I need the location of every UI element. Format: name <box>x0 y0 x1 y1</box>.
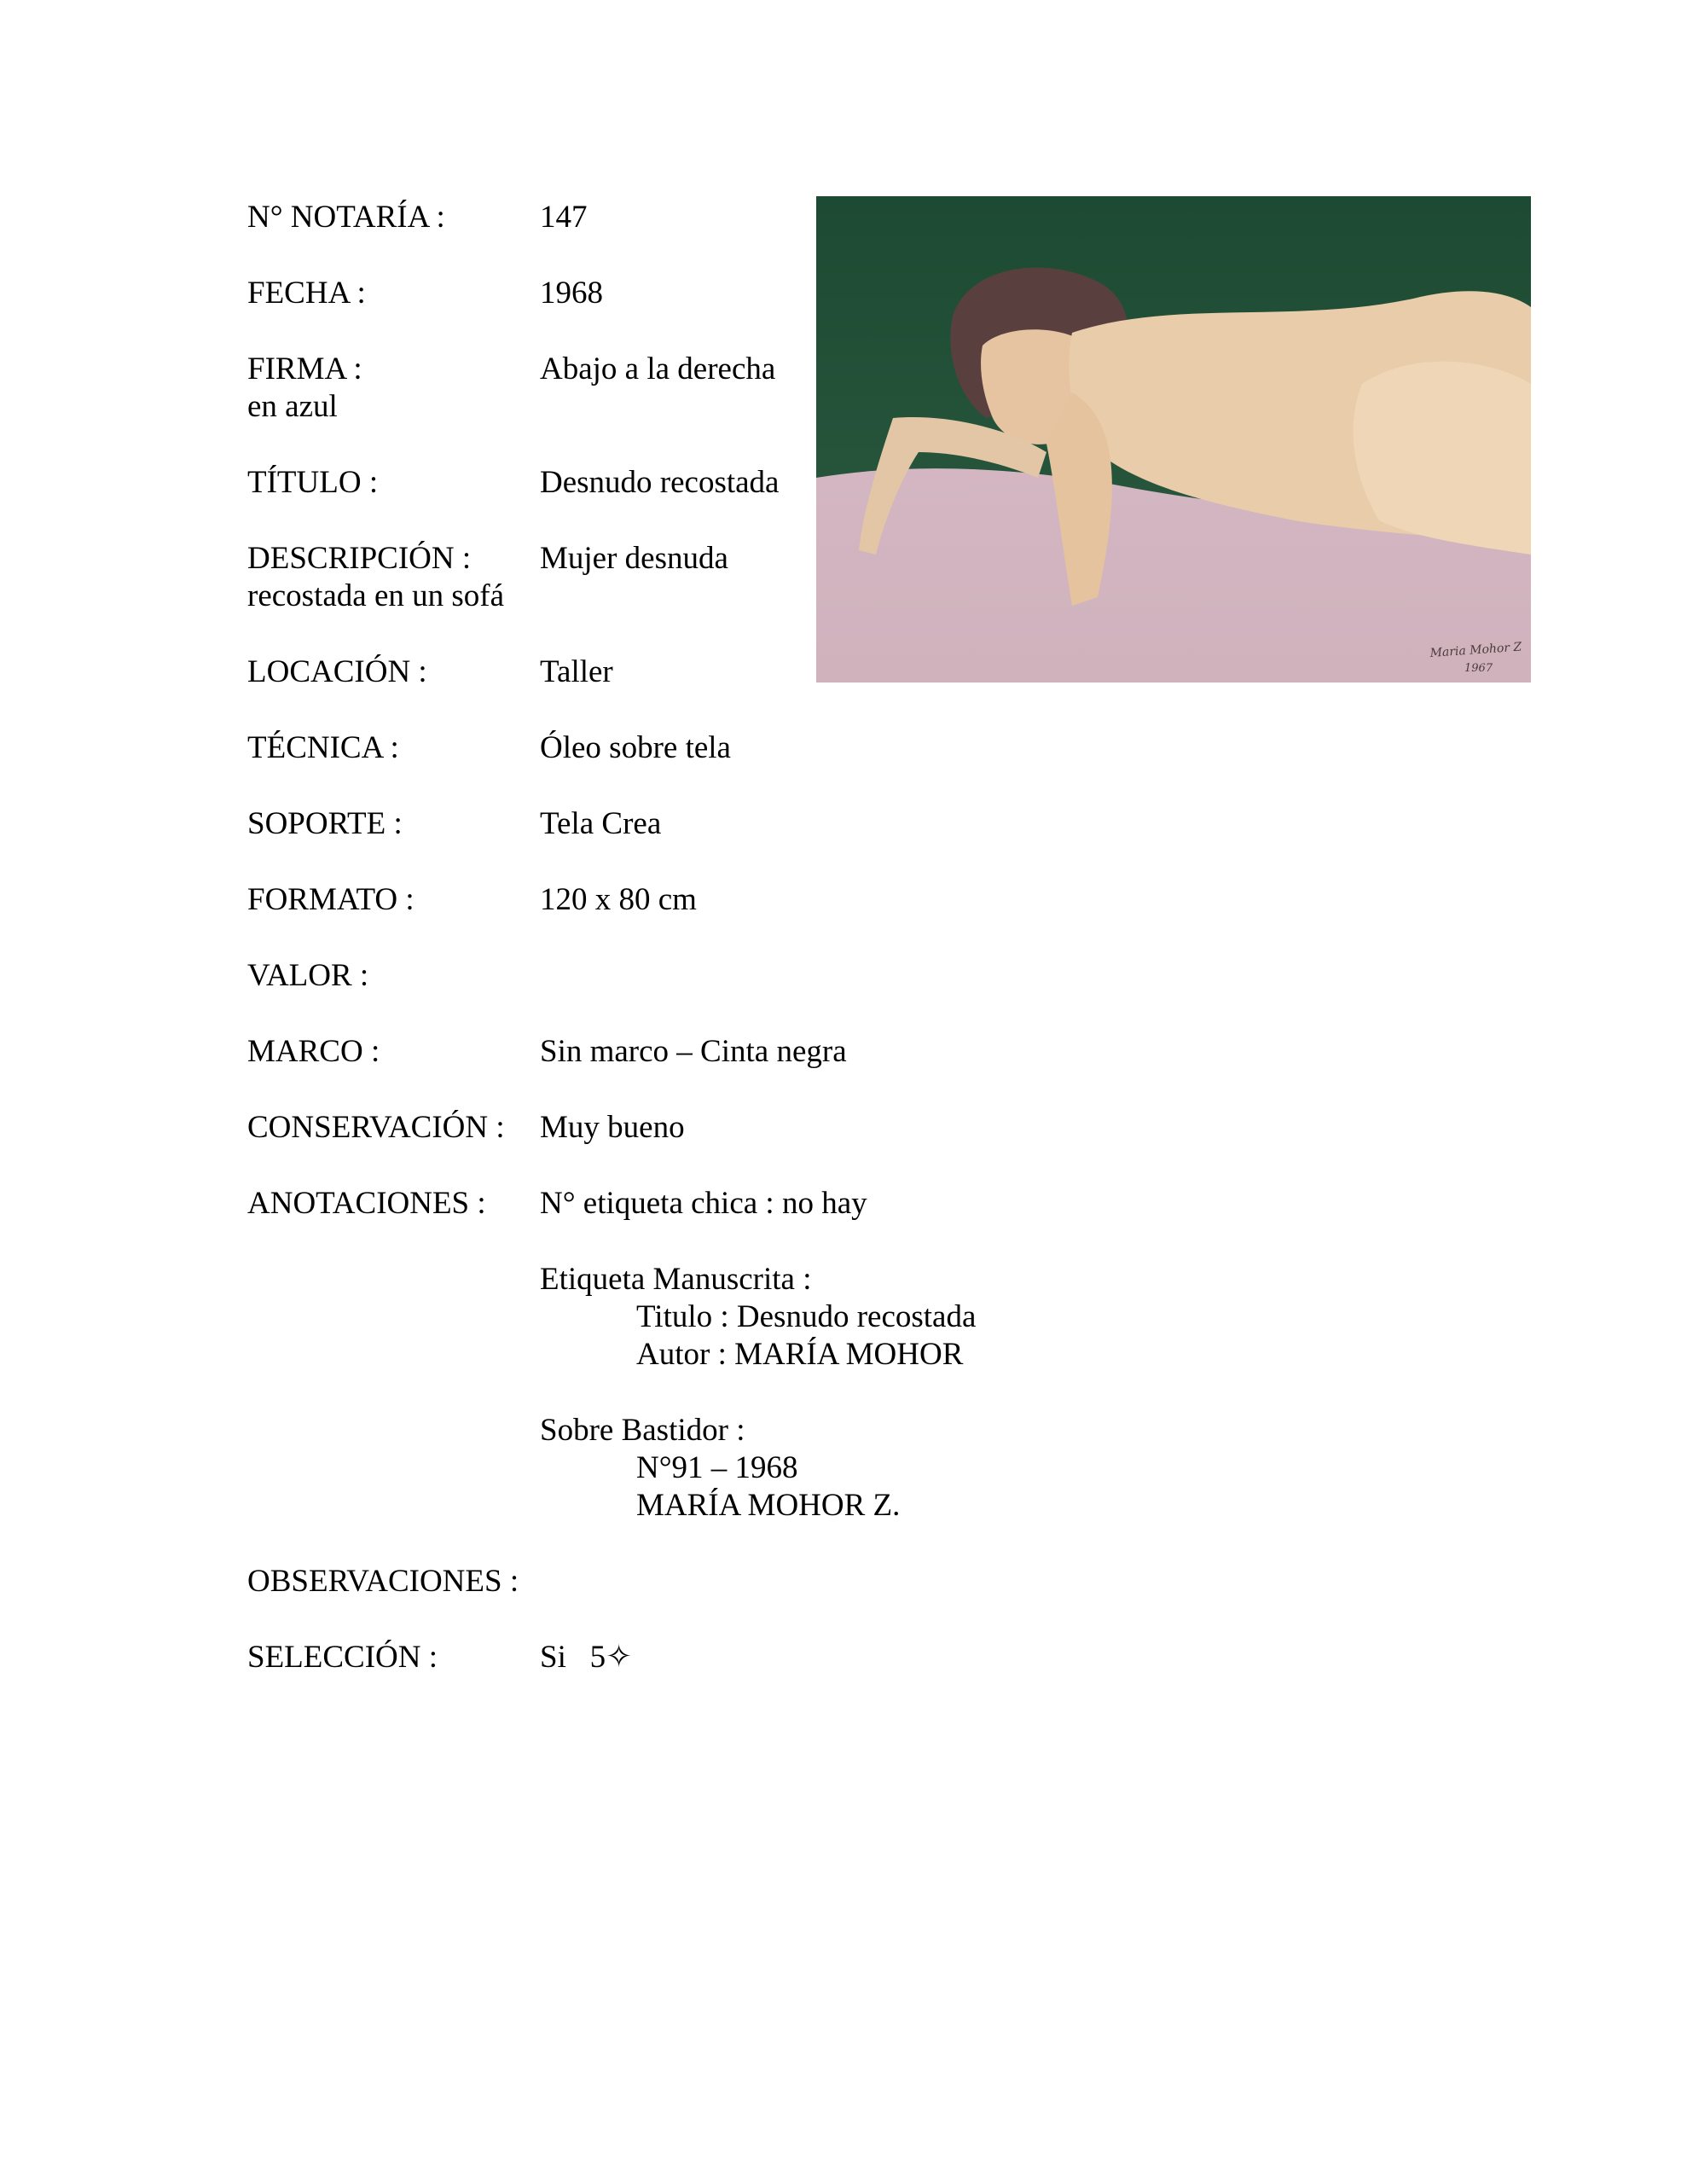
label-tecnica: TÉCNICA : <box>247 730 399 765</box>
value-firma-continuation: en azul <box>247 389 338 424</box>
value-tecnica: Óleo sobre tela <box>540 730 731 765</box>
label-seleccion: SELECCIÓN : <box>247 1640 438 1675</box>
value-fecha: 1968 <box>540 276 603 311</box>
label-soporte: SOPORTE : <box>247 806 403 841</box>
label-firma: FIRMA : <box>247 351 362 386</box>
painting-image <box>816 196 1531 682</box>
label-titulo: TÍTULO : <box>247 465 379 500</box>
value-soporte: Tela Crea <box>540 806 662 841</box>
value-descripcion: Mujer desnuda <box>540 541 728 576</box>
value-conservacion: Muy bueno <box>540 1110 685 1145</box>
etiqueta-manuscrita-autor: Autor : MARÍA MOHOR <box>636 1337 964 1372</box>
etiqueta-manuscrita-titulo: Titulo : Desnudo recostada <box>636 1299 977 1334</box>
value-descripcion-continuation: recostada en un sofá <box>247 578 505 613</box>
svg-text:Maria Mohor Z: Maria Mohor Z <box>1429 640 1522 660</box>
sobre-bastidor-heading: Sobre Bastidor : <box>540 1413 745 1448</box>
label-descripcion: DESCRIPCIÓN : <box>247 541 472 576</box>
value-titulo: Desnudo recostada <box>540 465 780 500</box>
label-valor: VALOR : <box>247 958 369 993</box>
value-etiqueta-chica: N° etiqueta chica : no hay <box>540 1186 867 1221</box>
label-observaciones: OBSERVACIONES : <box>247 1564 519 1599</box>
label-conservacion: CONSERVACIÓN : <box>247 1110 505 1145</box>
value-formato: 120 x 80 cm <box>540 882 697 917</box>
label-fecha: FECHA : <box>247 276 366 311</box>
svg-text:1967: 1967 <box>1464 662 1493 675</box>
value-firma: Abajo a la derecha <box>540 351 776 386</box>
etiqueta-manuscrita-heading: Etiqueta Manuscrita : <box>540 1262 812 1297</box>
sobre-bastidor-firma: MARÍA MOHOR Z. <box>636 1488 901 1523</box>
label-anotaciones: ANOTACIONES : <box>247 1186 486 1221</box>
value-seleccion: Si 5✧ <box>540 1640 633 1675</box>
label-formato: FORMATO : <box>247 882 415 917</box>
value-notaria: 147 <box>540 200 588 235</box>
value-marco: Sin marco – Cinta negra <box>540 1034 847 1069</box>
label-marco: MARCO : <box>247 1034 380 1069</box>
label-locacion: LOCACIÓN : <box>247 654 427 689</box>
label-notaria: N° NOTARÍA : <box>247 200 445 235</box>
value-locacion: Taller <box>540 654 613 689</box>
sobre-bastidor-numero: N°91 – 1968 <box>636 1450 798 1485</box>
